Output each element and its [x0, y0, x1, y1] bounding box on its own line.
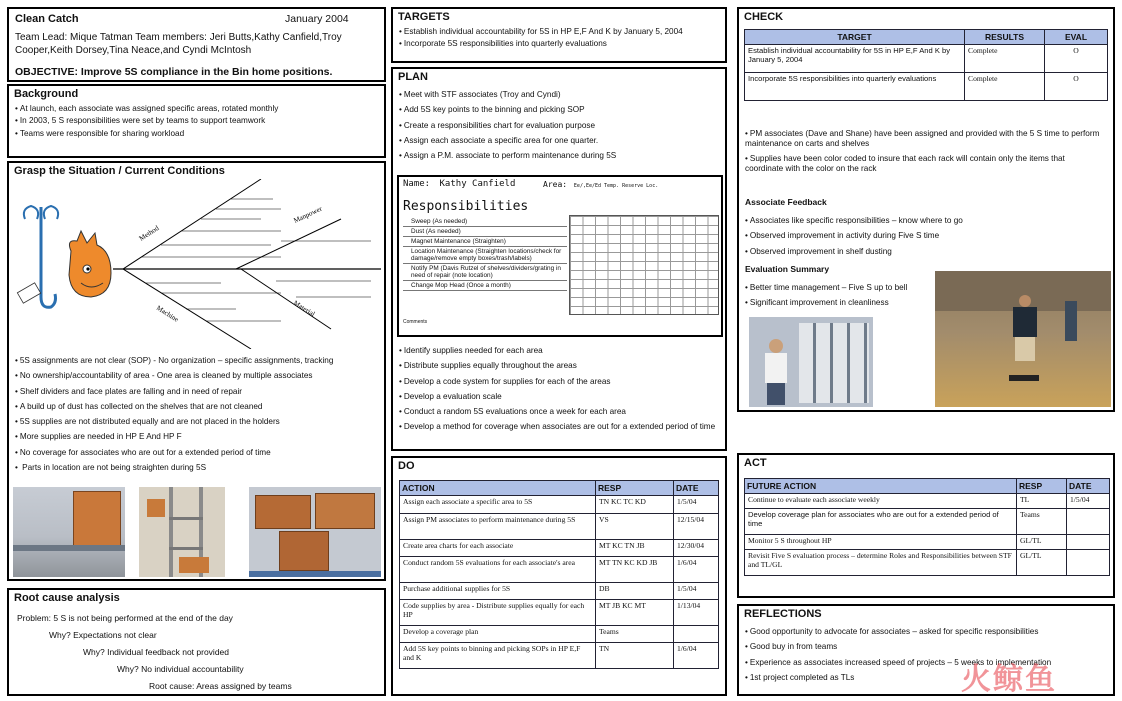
cell-date [674, 626, 719, 643]
column-header: EVAL [1045, 30, 1108, 45]
chart-task: Dust (As needed) [403, 227, 567, 237]
list-item: • Establish individual accountability for 5S in HP E,F And K by January 5, 2004 [399, 27, 719, 37]
list-item: • Meet with STF associates (Troy and Cyndi) [399, 90, 719, 100]
watermark-logo: 火鲸鱼 [961, 662, 1057, 696]
list-item: • Incorporate 5S responsibilities into quarterly evaluations [399, 39, 719, 49]
chart-task: Sweep (As needed) [403, 217, 567, 227]
chart-comments-label: Comments [403, 319, 428, 325]
table-row [745, 45, 1108, 73]
cell-resp: VS [596, 514, 674, 540]
table-row [745, 73, 1108, 101]
eval-title: Evaluation Summary [745, 264, 830, 274]
root-cause-title: Root cause analysis [14, 592, 120, 604]
list-item: • 5S assignments are not clear (SOP) - No organization – specific assignments, tracking [15, 356, 378, 366]
table-row [400, 514, 719, 540]
list-item: • Develop a method for coverage when associates are out for a extended period of time [399, 422, 717, 432]
chart-task: Notify PM (Davis Rutzel of shelves/dividers/grating in need of repair (note location) [403, 264, 567, 281]
table-row [400, 600, 719, 626]
table-row [400, 643, 719, 669]
cell-target: Establish individual accountability for 5S in HP E,F And K by January 5, 2004 [745, 45, 965, 73]
list-item: • Conduct a random 5S evaluations once a week for each area [399, 407, 717, 417]
column-header: ACTION [400, 481, 596, 496]
table-row [745, 509, 1110, 535]
root-line: Problem: 5 S is not being performed at the end of the day [17, 613, 233, 623]
plan-panel [391, 67, 727, 451]
cell-resp: DB [596, 583, 674, 600]
grasp-title: Grasp the Situation / Current Conditions [14, 165, 225, 177]
column-header: DATE [674, 481, 719, 496]
list-item: • Develop a code system for supplies for each of the areas [399, 377, 717, 387]
cell-resp: MT JB KC MT [596, 600, 674, 626]
cell-action: Conduct random 5S evaluations for each associate's area [400, 557, 596, 583]
root-line: Why? No individual accountability [117, 664, 244, 674]
table-row [745, 535, 1110, 550]
table-row [400, 583, 719, 600]
cell-resp: GL/TL [1017, 550, 1067, 576]
cell-action: Develop coverage plan for associates who are out for a extended period of time [745, 509, 1017, 535]
cell-date: 1/6/04 [674, 643, 719, 669]
column-header: RESULTS [965, 30, 1045, 45]
plan-title: PLAN [398, 71, 428, 83]
chart-task: Location Maintenance (Straighten locations/check for damage/remove empty boxes/trash/labels) [403, 247, 567, 264]
list-item: • At launch, each associate was assigned specific areas, rotated monthly [15, 104, 378, 114]
cell-action: Add 5S key points to binning and picking SOPs in HP E,F and K [400, 643, 596, 669]
list-item: • Distribute supplies equally throughout the areas [399, 361, 717, 371]
table-row [745, 494, 1110, 509]
root-line: Why? Individual feedback not provided [83, 647, 230, 657]
do-table [399, 480, 719, 669]
check-table [744, 29, 1108, 101]
fishbone-label-machine: Machine [154, 303, 180, 324]
list-item: • No ownership/accountability of area - One area is cleaned by multiple associates [15, 371, 378, 381]
cell-date: 1/13/04 [674, 600, 719, 626]
project-date: January 2004 [285, 13, 349, 25]
list-item: • PM associates (Dave and Shane) have been assigned and provided with the 5 S time to perform maintenance on carts and shelves [745, 129, 1105, 150]
cell-action: Monitor 5 S throughout HP [745, 535, 1017, 550]
list-item: • 5S supplies are not distributed equally and are not placed in the holders [15, 417, 378, 427]
eval-list [739, 278, 929, 314]
act-title: ACT [744, 457, 767, 469]
table-row [745, 550, 1110, 576]
responsibilities-chart [397, 175, 723, 337]
cell-resp: GL/TL [1017, 535, 1067, 550]
check-title: CHECK [744, 11, 784, 23]
cell-action: Continue to evaluate each associate weekly [745, 494, 1017, 509]
fishbone-diagram [11, 179, 386, 349]
grasp-panel [7, 161, 386, 581]
act-panel [737, 453, 1115, 598]
table-row [400, 540, 719, 557]
cell-action: Create area charts for each associate [400, 540, 596, 557]
list-item: • Shelf dividers and face plates are falling and in need of repair [15, 387, 378, 397]
cell-resp: MT KC TN JB [596, 540, 674, 557]
photo-stacked-boxes [249, 487, 381, 577]
objective: OBJECTIVE: Improve 5S compliance in the Bin home positions. [15, 66, 333, 78]
reflections-title: REFLECTIONS [744, 608, 822, 620]
photo-shelving-rack [139, 487, 225, 577]
list-item: • More supplies are needed in HP E And HP F [15, 432, 378, 442]
cell-date [1067, 550, 1110, 576]
column-header: TARGET [745, 30, 965, 45]
list-item: • Significant improvement in cleanliness [745, 298, 923, 308]
photo-associate-at-shelves [749, 317, 873, 407]
list-item: • Identify supplies needed for each area [399, 346, 717, 356]
chart-task: Magnet Maintenance (Straighten) [403, 237, 567, 247]
cell-date: 1/6/04 [674, 557, 719, 583]
check-list [739, 125, 1111, 178]
cell-resp: Teams [1017, 509, 1067, 535]
chart-task: Change Mop Head (Once a month) [403, 281, 567, 291]
cell-resp: TN KC TC KD [596, 496, 674, 514]
cell-resp: Teams [596, 626, 674, 643]
targets-list [393, 27, 725, 50]
list-item: • Experience as associates increased speed of projects – 5 weeks to implementation [745, 658, 1107, 668]
cell-action: Assign PM associates to perform maintenance during 5S [400, 514, 596, 540]
root-cause-panel [7, 588, 386, 696]
list-item: • Observed improvement in activity during Five S time [745, 231, 1105, 241]
cell-action: Purchase additional supplies for 5S [400, 583, 596, 600]
cell-resp: MT TN KC KD JB [596, 557, 674, 583]
column-header: DATE [1067, 479, 1110, 494]
list-item: • Supplies have been color coded to insure that each rack will contain only the items that coordinate with the color on the rack [745, 154, 1105, 175]
chart-area-value: Ee/,Ee/Ed Temp. Reserve Loc. [573, 183, 659, 189]
list-item: • Create a responsibilities chart for evaluation purpose [399, 121, 719, 131]
cell-date: 12/30/04 [674, 540, 719, 557]
chart-title: Responsibilities [403, 199, 529, 214]
feedback-list [739, 211, 1111, 262]
feedback-title: Associate Feedback [745, 197, 827, 207]
reflections-panel [737, 604, 1115, 696]
list-item: • Assign a P.M. associate to perform maintenance during 5S [399, 151, 719, 161]
photo-boxes-on-shelf [13, 487, 125, 577]
list-item: • Develop a evaluation scale [399, 392, 717, 402]
list-item: • Assign each associate a specific area for one quarter. [399, 136, 719, 146]
list-item: • Better time management – Five S up to bell [745, 283, 923, 293]
root-line: Root cause: Areas assigned by teams [149, 681, 292, 691]
table-row [400, 557, 719, 583]
list-item: • Teams were responsible for sharing workload [15, 129, 378, 139]
cell-resp: TL [1017, 494, 1067, 509]
list-item: • Good opportunity to advocate for associates – asked for specific responsibilities [745, 627, 1107, 637]
background-title: Background [14, 88, 79, 100]
cell-date: 1/5/04 [674, 496, 719, 514]
check-panel [737, 7, 1115, 412]
column-header: RESP [1017, 479, 1067, 494]
photo-associate-mopping [935, 271, 1111, 407]
fishbone-label-manpower: Manpower [292, 204, 324, 225]
cell-eval: O [1045, 73, 1108, 101]
cell-target: Incorporate 5S responsibilities into quarterly evaluations [745, 73, 965, 101]
fishbone-label-material: Material [291, 298, 317, 319]
chart-name-label: Name: [403, 179, 431, 189]
cell-action: Code supplies by area - Distribute supplies equally for each HP [400, 600, 596, 626]
list-item: • Observed improvement in shelf dusting [745, 247, 1105, 257]
root-line: Why? Expectations not clear [49, 630, 157, 640]
project-title: Clean Catch [15, 13, 79, 25]
do-title: DO [398, 460, 415, 472]
table-row [400, 626, 719, 643]
cell-action: Revisit Five S evaluation process – determine Roles and Responsibilities between STF and TL/GL [745, 550, 1017, 576]
list-item: • Good buy in from teams [745, 642, 1107, 652]
cell-date [1067, 535, 1110, 550]
do-panel [391, 456, 727, 696]
list-item: • No coverage for associates who are out for a extended period of time [15, 448, 378, 458]
plan-list-top [393, 90, 725, 161]
cell-result: Complete [965, 45, 1045, 73]
background-list [9, 104, 384, 139]
cell-eval: O [1045, 45, 1108, 73]
cell-date: 1/5/04 [1067, 494, 1110, 509]
list-item: • Parts in location are not being straighten during 5S [15, 463, 378, 473]
cell-resp: TN [596, 643, 674, 669]
cell-date: 12/15/04 [674, 514, 719, 540]
column-header: RESP [596, 481, 674, 496]
background-panel [7, 84, 386, 158]
fishbone-label-method: Method [137, 224, 161, 243]
list-item: • 1st project completed as TLs [745, 673, 1107, 683]
list-item: • Add 5S key points to the binning and picking SOP [399, 105, 719, 115]
chart-grid [569, 215, 719, 315]
plan-list-bottom [393, 341, 723, 438]
act-table [744, 478, 1110, 576]
targets-panel [391, 7, 727, 63]
column-header: FUTURE ACTION [745, 479, 1017, 494]
list-item: • A build up of dust has collected on the shelves that are not cleaned [15, 402, 378, 412]
table-row [400, 496, 719, 514]
targets-title: TARGETS [398, 11, 450, 23]
cell-date: 1/5/04 [674, 583, 719, 600]
list-item: • Associates like specific responsibilities – know where to go [745, 216, 1105, 226]
cell-action: Develop a coverage plan [400, 626, 596, 643]
grasp-list [9, 351, 384, 478]
chart-name-value: Kathy Canfield [439, 179, 516, 189]
cell-action: Assign each associate a specific area to 5S [400, 496, 596, 514]
list-item: • In 2003, 5 S responsibilities were set by teams to support teamwork [15, 116, 378, 126]
cell-result: Complete [965, 73, 1045, 101]
chart-area-label: Area: [543, 180, 568, 189]
cell-date [1067, 509, 1110, 535]
team-members: Team Lead: Mique Tatman Team members: Jeri Butts,Kathy Canfield,Troy Cooper,Keith Dorsey,Tina Neace,and Cyndi McIntosh [15, 32, 342, 56]
header-panel [7, 7, 386, 82]
